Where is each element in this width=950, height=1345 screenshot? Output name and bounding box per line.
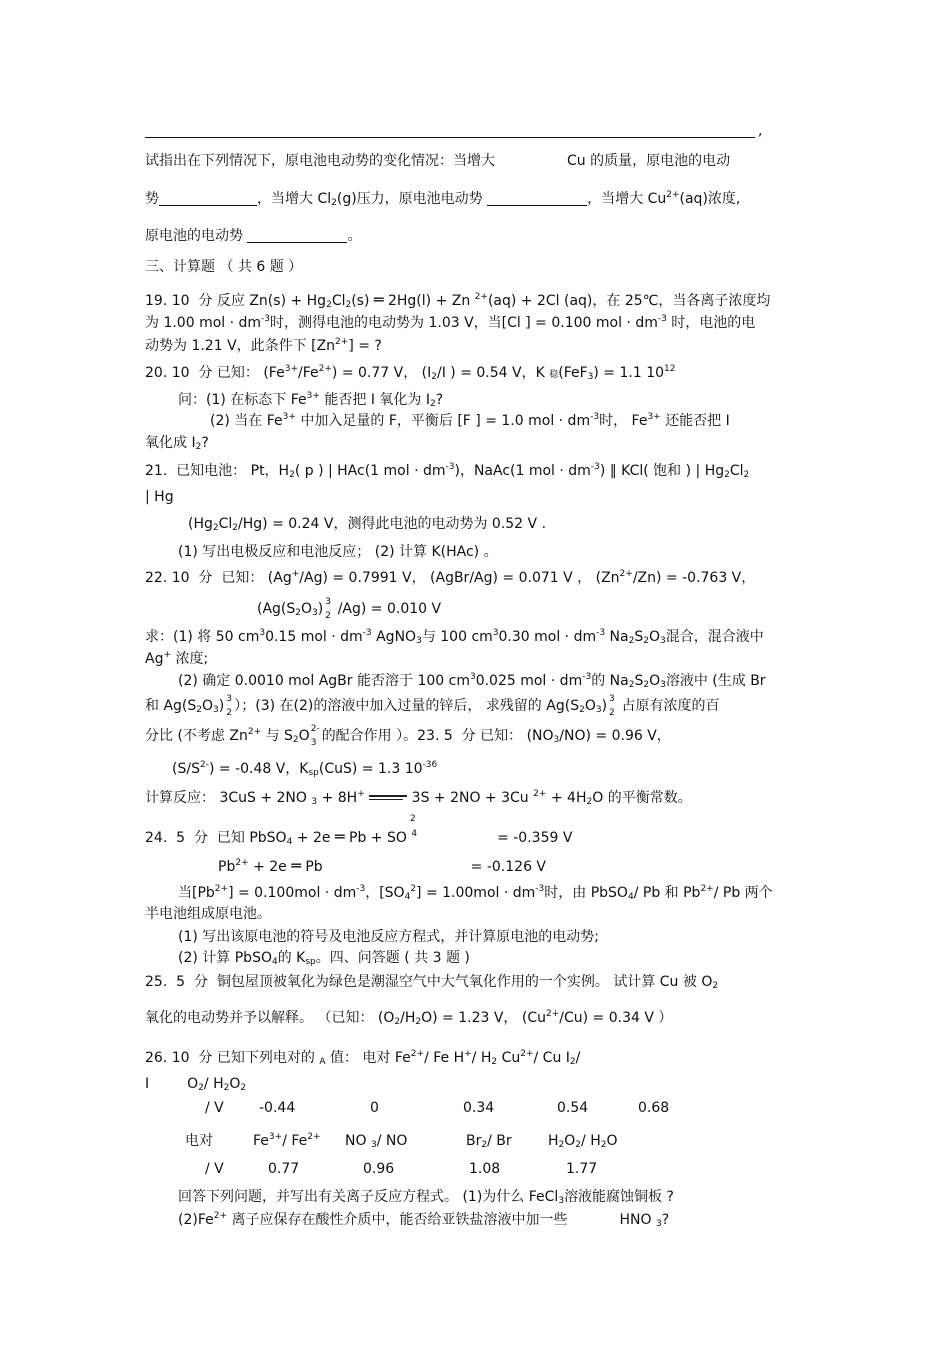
answer-blank[interactable]: [487, 191, 587, 206]
question-21: (1) 写出电极反应和电池反应； (2) 计算 K(HAc) 。: [178, 544, 498, 560]
question-24: 当$[Pb^{2+}] = 0.100mol \cdot dm^{-3}$，$[SO_4^2] = 1.00mol \cdot dm^{-3}$时，由 PbSO$_4$/ Pb 和 $Pb^{2+}/$ Pb 两个: [178, 884, 773, 902]
potential-value: 1.08: [469, 1161, 501, 1177]
question-24: (2) 计算 PbSO$_4$的 $K_{sp}$。四、问答题 ( 共 3 题 ): [178, 950, 470, 967]
question-22: 22. 10 分 已知： (Ag+/Ag) = 0.7991 V， (AgBr/Ag) = 0.071 V ， $(Zn^{2+}/Zn) = -0.763$ V，: [145, 569, 756, 586]
question-25: 25. 5 分 铜包屋顶被氧化为绿色是潮湿空气中大气氧化作用的一个实例。 试计算 Cu 被 $O_2$: [145, 974, 719, 991]
question-23: 计算反应： 3CuS + 2NO $_3$ + 8H+ 3S + 2NO + 3Cu $^{2+} + 4H_2O$ 的平衡常数。: [145, 789, 692, 807]
potential-value: 0.77: [268, 1161, 300, 1177]
answer-blank-line: [145, 137, 755, 138]
question-24: $Pb^{2+} + 2e$ ═ Pb = -0.126 V: [218, 856, 547, 875]
potential-value: -0.44: [259, 1100, 296, 1116]
equilibrium-arrow: [369, 794, 407, 800]
question-21: | Hg: [145, 489, 174, 505]
question-22-23: 分比 (不考虑 $Zn^{2+}$ 与 $S_2O$ 2- 3 的配合作用 ）。23. 5 分 已知： $(NO_3/NO) = 0.96$ V，: [145, 724, 671, 748]
fill-in-question: 势 ，当增大 $Cl_2(g)$压力，原电池电动势 ，当增大 $Cu^{2+}(aq)$浓度,: [145, 190, 741, 208]
question-21: $(Hg_2Cl_2/Hg) = 0.24$ V，测得此电池的电动势为 0.52 V .: [188, 516, 547, 533]
potential-unit: / V: [205, 1100, 224, 1116]
potential-value: 0.68: [638, 1100, 670, 1116]
question-20: (2) 当在 $Fe^{3+}$ 中加入足量的 F，平衡后 [F ] = 1.0 mol · $dm^{-3}$时， $Fe^{3+}$ 还能否把 I: [210, 412, 730, 429]
question-23: $(S/S^{2-}) = -0.48$ V，$K_{sp}(CuS) = 1.3$ $10^{-36}$: [172, 760, 438, 778]
question-26: 26. 10 分 已知下列电对的 $_A$ 值： 电对 $Fe^{2+}/$ Fe H+/ $H_2$ $Cu^{2+}/$ Cu $I_2/$: [145, 1049, 581, 1067]
question-20: 氧化成 $I_2$?: [145, 435, 209, 452]
answer-blank[interactable]: [159, 191, 257, 206]
question-22: 求：(1) 将 50 $cm^30.15$ mol · $dm^{-3}$ AgNO$_3$与 100 $cm^30.30$ mol · $dm^{-3}$ $Na_2S_2O_3$混合，混合液中: [145, 628, 764, 646]
potential-value: 0.54: [557, 1100, 589, 1116]
potential-value: 0: [370, 1100, 379, 1116]
answer-blank[interactable]: [247, 228, 347, 243]
couple-label: 电对: [185, 1133, 213, 1149]
question-19: 为 1.00 mol · $dm^{-3}$时，测得电池的电动势为 1.03 V，当[Cl ] = 0.100 mol · $dm^{-3}$ 时，电池的电: [145, 314, 756, 331]
potential-value: 0.96: [363, 1161, 395, 1177]
question-21: 21. 已知电池： Pt，$H_2$( p ) | HAc(1 mol · $dm^{-3}$)，NaAc(1 mol · $dm^{-3}$) ‖ KCl( 饱和 ) | $Hg_2Cl_2$: [145, 462, 750, 480]
fill-in-question: 试指出在下列情况下，原电池电动势的变化情况：当增大 Cu 的质量，原电池的电动: [145, 153, 731, 169]
question-20: 20. 10 分 已知： $(Fe^{3+}/Fe^{2+}) = 0.77$ V， ($I_2/I$ ) = 0.54 V，K 稳(FeF$_3$) = 1.1 $10^{12}$: [145, 364, 676, 382]
question-24: 半电池组成原电池。: [145, 906, 271, 922]
question-19: 19. 10 分 反应 $Zn(s) + Hg_2Cl_2(s)$ ═ 2Hg(l) + Zn $^{2+}$(aq) + 2Cl (aq)，在 25℃，当各离子浓度均: [145, 290, 771, 310]
question-26: $(2)Fe^{2+}$ 离子应保存在酸性介质中，能否给亚铁盐溶液中加一些 HNO $_3$?: [178, 1211, 670, 1229]
potential-value: 0.34: [463, 1100, 495, 1116]
redox-couple: $Br_2/$ Br: [466, 1133, 512, 1150]
question-22: 和 $Ag(S_2O_3)$ 3 2 ）；(3) 在(2)的溶液中加入过量的锌后， 求残留的 $Ag(S_2O_3)$ 3 2 占原有浓度的百: [145, 694, 720, 718]
section-heading: 三、计算题 （ 共 6 题 ）: [145, 259, 303, 275]
question-26: I $O_2/$ $H_2O_2$: [145, 1076, 247, 1093]
question-24: (1) 写出该原电池的符号及电池反应方程式，并计算原电池的电动势;: [178, 929, 599, 945]
question-22: (2) 确定 0.0010 mol AgBr 能否溶于 100 $cm^30.025$ mol · $dm^{-3}$的 $Na_2S_2O_3$溶液中 (生成 Br: [178, 672, 766, 690]
redox-couple: NO $_3$/ NO: [345, 1133, 408, 1150]
fill-in-question: 原电池的电动势 。: [145, 228, 362, 244]
redox-couple: $Fe^{3+}/$ $Fe^{2+}$: [253, 1132, 321, 1149]
question-25: 氧化的电动势并予以解释。 （已知： $(O_2/H_2O) = 1.23$ V， $(Cu^{2+}/Cu) = 0.34$ V ）: [145, 1009, 673, 1027]
question-24: 24. 5 分 已知 PbSO$_4$ + 2e ═ Pb + SO $^4$ = -0.359 V: [145, 827, 573, 847]
potential-unit: / V: [205, 1161, 224, 1177]
question-22: Ag+ 浓度;: [145, 650, 209, 667]
question-22: ($Ag(S_2O_3)$ 3 2 /Ag) = 0.010 V: [257, 597, 442, 621]
potential-value: 1.77: [566, 1161, 598, 1177]
superscript-charge: 2: [410, 814, 416, 824]
redox-couple: $H_2O_2/$ $H_2O$: [548, 1133, 618, 1150]
question-26: 回答下列问题，并写出有关离子反应方程式。 (1)为什么 FeCl$_3$溶液能腐蚀铜板 ?: [178, 1189, 674, 1206]
question-19: 动势为 1.21 V，此条件下 $[Zn^{2+}]$ = ?: [145, 337, 382, 354]
question-20: 问：(1) 在标态下 $Fe^{3+}$ 能否把 I 氧化为 $I_2$?: [178, 391, 444, 409]
comma: ,: [758, 123, 763, 139]
